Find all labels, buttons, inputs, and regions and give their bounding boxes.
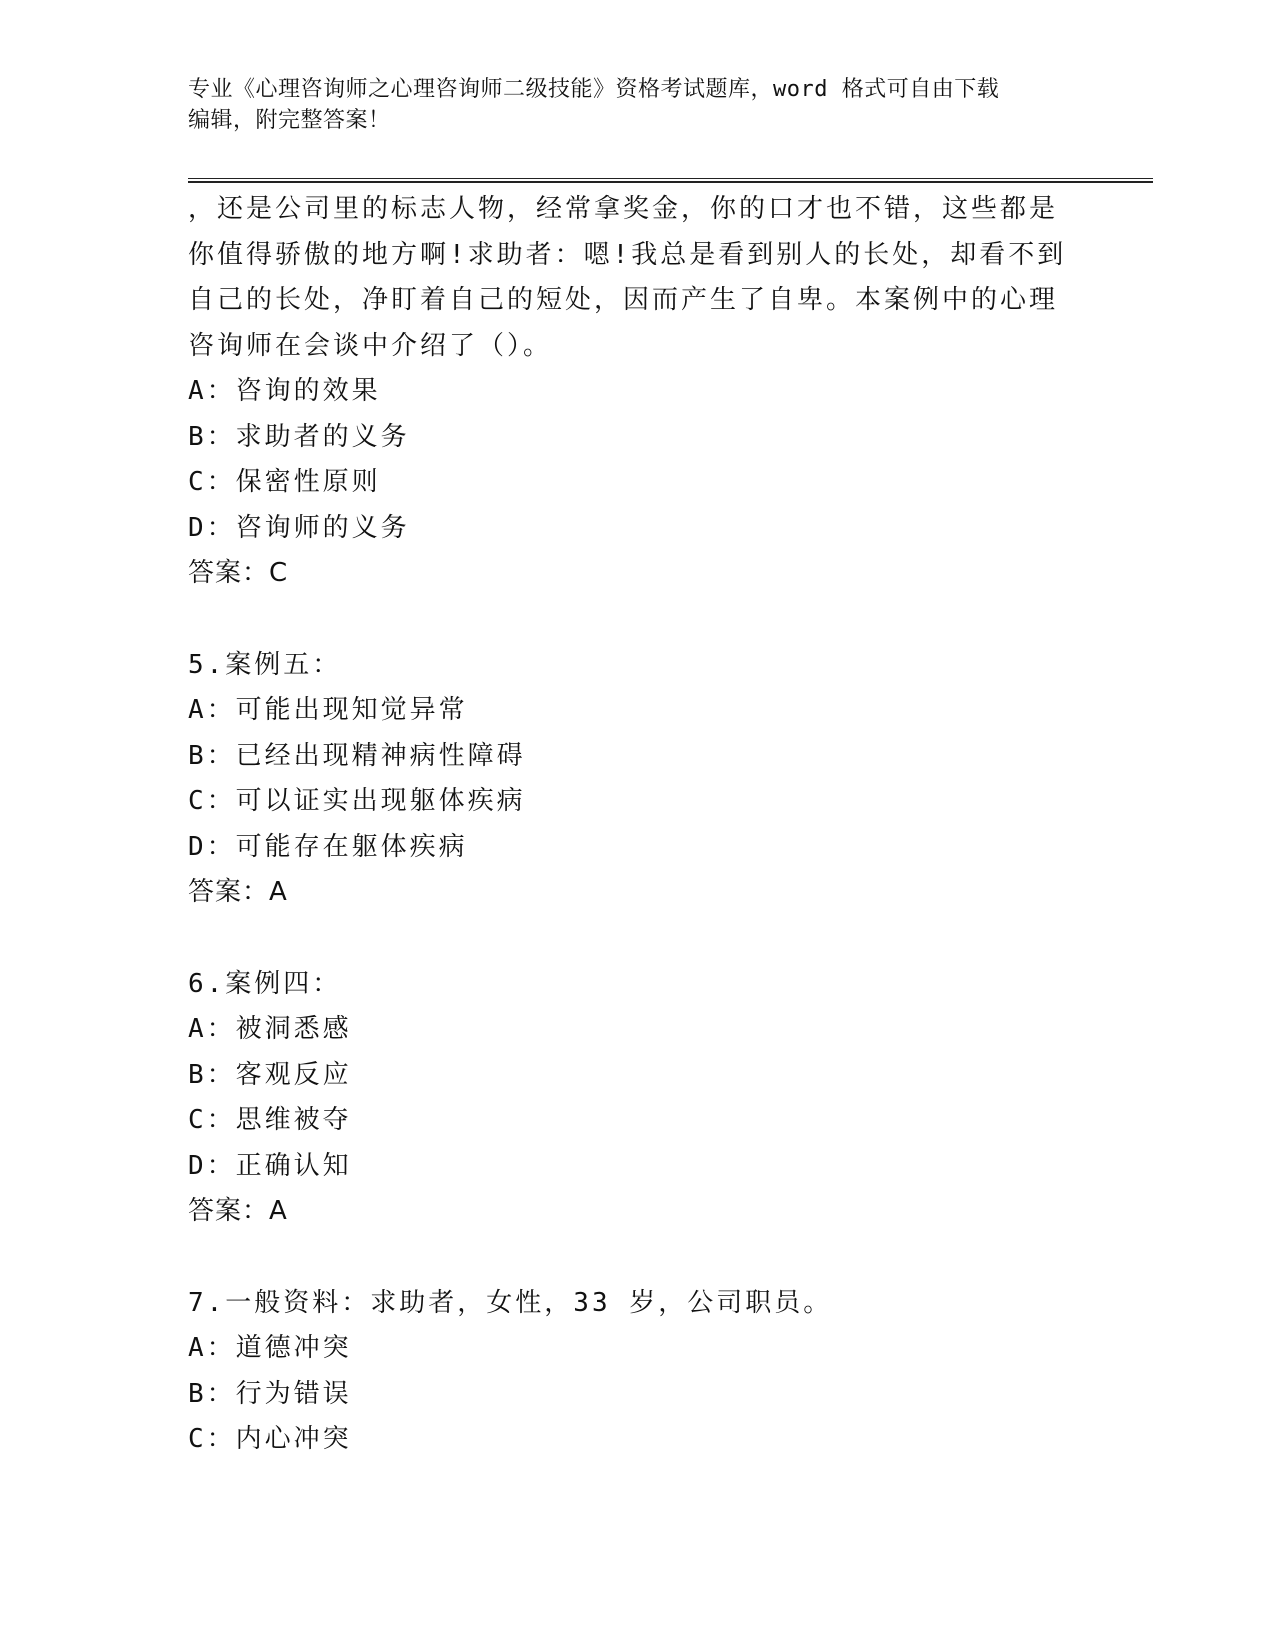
document-body xyxy=(188,187,1068,1463)
header-line-2: 编辑，附完整答案！ xyxy=(188,108,391,133)
answer-line: 答案：A xyxy=(188,877,288,907)
header-line-1: 专业《心理咨询师之心理咨询师二级技能》资格考试题库，word 格式可自由下载 xyxy=(188,77,1000,102)
option-a: A：可能出现知觉异常 xyxy=(188,695,468,725)
spacer xyxy=(188,597,1068,643)
question-4-continued xyxy=(188,187,1068,597)
question-stem: 6.案例四： xyxy=(188,968,342,999)
option-c: C：内心冲突 xyxy=(188,1424,352,1454)
spacer xyxy=(188,916,1068,962)
option-a: A：道德冲突 xyxy=(188,1333,352,1363)
question-7 xyxy=(188,1281,1068,1463)
question-text-line: 咨询师在会谈中介绍了（）。 xyxy=(188,330,553,361)
question-text-line: 你值得骄傲的地方啊!求助者：嗯!我总是看到别人的长处，却看不到 xyxy=(188,239,1067,270)
question-stem: 5.案例五： xyxy=(188,649,342,680)
option-c: C：可以证实出现躯体疾病 xyxy=(188,786,526,816)
answer-line: 答案：C xyxy=(188,558,289,588)
spacer xyxy=(188,1235,1068,1281)
question-text-line: 自己的长处，净盯着自己的短处，因而产生了自卑。本案例中的心理 xyxy=(188,285,1059,315)
option-a: A：被洞悉感 xyxy=(188,1014,352,1044)
option-b: B：已经出现精神病性障碍 xyxy=(188,740,526,771)
option-b: B：客观反应 xyxy=(188,1059,352,1090)
option-d: D：咨询师的义务 xyxy=(188,512,410,543)
option-d: D：正确认知 xyxy=(188,1150,352,1181)
option-d: D：可能存在躯体疾病 xyxy=(188,831,468,862)
option-b: B：求助者的义务 xyxy=(188,421,410,452)
option-c: C：思维被夺 xyxy=(188,1105,352,1135)
question-6 xyxy=(188,962,1068,1235)
question-text-line: ，还是公司里的标志人物，经常拿奖金，你的口才也不错，这些都是 xyxy=(188,194,1059,224)
question-5 xyxy=(188,643,1068,916)
option-a: A：咨询的效果 xyxy=(188,376,381,406)
document-header xyxy=(188,74,1088,136)
option-b: B：行为错误 xyxy=(188,1378,352,1409)
option-c: C：保密性原则 xyxy=(188,467,381,497)
question-stem: 7.一般资料：求助者，女性，33 岁，公司职员。 xyxy=(188,1287,833,1318)
answer-line: 答案：A xyxy=(188,1196,288,1226)
header-divider-thin xyxy=(188,178,1153,179)
header-divider-thick xyxy=(188,181,1153,183)
